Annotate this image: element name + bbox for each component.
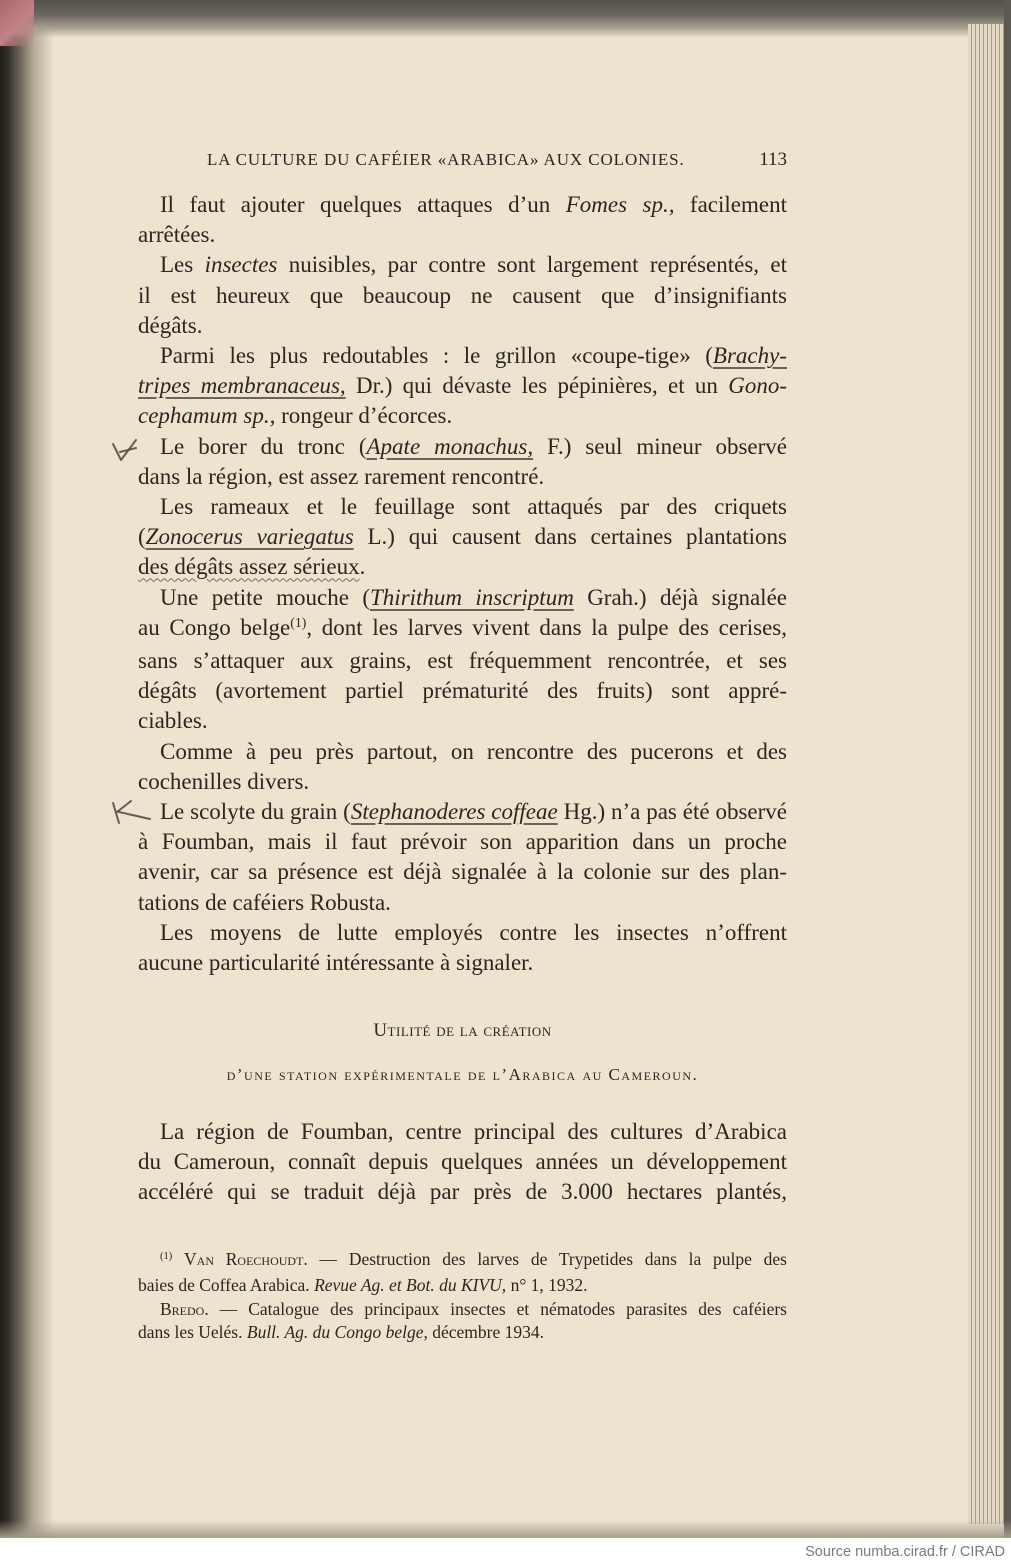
text-line [138,552,787,582]
section-heading [138,1016,787,1089]
text-run: Il faut ajouter quelques attaques d’un [160,192,566,217]
italic-run: Bull. Ag. du Congo belge, [246,1321,428,1342]
text-run: décembre 1934. [427,1321,544,1342]
source-credit: Source numba.cirad.fr / CIRAD [805,1544,1005,1560]
text-run: baies de Coffea Arabica. [138,1275,315,1296]
text-line [138,948,787,978]
text-run: il est heureux que beaucoup ne causent que d’insignifiants [138,282,787,308]
text-run: Parmi les plus redoutables : le grillon «coupe-tige» ( [160,343,713,369]
text-run: Les moyens de lutte employés contre les insectes n’offrent [160,919,787,945]
text-run: Comme à peu près partout, on rencontre des pucerons et des [160,738,787,764]
page-bottom-edge [0,1520,1011,1538]
italic-run: Revue Ag. et Bot. du KIVU, [314,1275,507,1296]
paragraph [138,583,787,737]
author-name: Bredo. [160,1298,209,1319]
text-line [138,1298,787,1321]
text-run: cochenilles divers. [138,768,310,794]
pencil-underlined-run: Stephanoderes coffeae [350,799,558,825]
text-line [138,492,787,522]
italic-run: insectes [204,252,278,278]
text-line [138,522,787,552]
body-text-after-heading [138,1117,787,1208]
footnote-marker: (1) [290,615,307,631]
text-line [138,341,787,371]
author-name: Van Roechoudt. [184,1249,308,1269]
text-line [138,401,787,431]
text-line [138,676,787,706]
text-run: F.) seul mineur observé [533,433,787,459]
paragraph [138,432,787,492]
pencil-underlined-run: Thirithum inscriptum [370,584,574,610]
italic-run: cephamum sp., [138,403,276,429]
text-run: sans s’attaquer aux grains, est fréquemment rencontrée, et ses [138,648,787,674]
paragraph [138,250,787,341]
paragraph [138,1117,787,1208]
footnote-marker: (1) [160,1251,173,1263]
text-run: ciables. [138,708,208,734]
page-stack-edges [968,24,1004,1524]
pencil-underlined-run: Apate monachus, [366,433,534,459]
text-line [138,797,787,827]
paragraph [138,190,787,250]
text-line [138,918,787,948]
paragraph [138,1298,787,1345]
text-line [138,857,787,887]
pencil-underlined-run: des dégâts assez sérieux [138,554,360,580]
body-text [138,190,787,978]
text-run: Grah.) déjà signalée [573,584,787,610]
text-run: La région de Foumban, centre principal des cultures d’Arabica [160,1119,787,1144]
text-run: arrêtées. [138,222,216,248]
running-title: LA CULTURE DU CAFÉIER «ARABICA» AUX COLONIES. [207,150,685,169]
page-number: 113 [759,149,787,170]
cover-corner [0,0,34,46]
text-line [138,767,787,797]
text-line [138,827,787,857]
book-right-edge [1004,0,1011,1538]
text-line [138,371,787,401]
text-run: Le scolyte du grain ( [160,799,351,825]
text-run: du Cameroun, connaît depuis quelques années un développement [138,1149,787,1175]
text-line [138,1177,787,1207]
text-line [138,462,787,492]
paragraph [138,918,787,978]
pencil-check-mark [110,437,140,463]
text-line [138,737,787,767]
text-run: aucune particularité intéressante à signaler. [138,950,534,976]
text-run: à Foumban, mais il faut prévoir son apparition dans un proche [138,829,787,855]
text-run: , dont les larves vivent dans la pulpe des cerises, [306,614,788,640]
text-run: dégâts. [138,312,203,338]
text-run: — Destruction des larves de Trypetides dans la pulpe des [307,1249,787,1269]
pencil-underlined-run: Brachy- [712,343,787,369]
pencil-underlined-run: tripes membranaceus, [138,373,346,399]
text-run: n° 1, 1932. [506,1275,588,1296]
text-run: accéléré qui se traduit déjà par près de 3.000 hectares plantés, [138,1179,787,1205]
pencil-underlined-run: Zonocerus variegatus [145,524,354,550]
paragraph [138,797,787,918]
footnotes [138,1248,787,1344]
text-line [138,613,787,646]
text-line [138,1274,787,1297]
italic-run: Fomes sp., [565,192,675,217]
text-line [138,646,787,676]
text-run: Hg.) n’a pas été observé [557,799,787,825]
text-line [138,220,787,250]
text-line [138,1248,787,1274]
text-run [172,1249,184,1269]
text-run: tations de caféiers Robusta. [138,889,391,915]
book-top-edge [0,0,1011,38]
text-run: au Congo belge [138,614,291,640]
text-line [138,706,787,736]
text-run: Dr.) qui dévaste les pépinières, et un [345,373,729,399]
text-run: nuisibles, par contre sont largement représentés, et [277,252,787,278]
text-line [138,311,787,341]
text-run: Une petite mouche ( [160,584,371,610]
paragraph [138,341,787,432]
text-run: L.) qui causent dans certaines plantations [353,524,787,550]
text-run: Les [160,252,205,278]
paragraph [138,1248,787,1298]
section-heading-line-1: Utilité de la création [373,1020,552,1041]
text-line [138,190,787,220]
paragraph [138,492,787,583]
text-line [138,250,787,280]
text-run: — Catalogue des principaux insectes et nématodes parasites des caféiers [208,1298,787,1319]
text-run: ( [138,524,146,550]
text-line [138,1321,787,1344]
text-line [138,583,787,613]
text-run: dégâts (avortement partiel prématurité des fruits) sont appré- [138,678,787,704]
paragraph [138,737,787,797]
text-line [138,1117,787,1147]
running-head [207,150,787,170]
italic-run: Gono- [728,373,787,399]
book-gutter-shadow [0,0,54,1538]
text-line [138,1147,787,1177]
text-line [138,888,787,918]
pencil-margin-mark [108,798,154,826]
text-run: avenir, car sa présence est déjà signalée à la colonie sur des plan- [138,859,787,885]
text-run: Le borer du tronc ( [160,433,367,459]
text-line [138,432,787,462]
text-line [138,281,787,311]
text-run: . [359,554,366,580]
text-run: Les rameaux et le feuillage sont attaqués par des criquets [160,494,787,520]
section-heading-line-2: d’une station expérimentale de l’Arabica au Cameroun. [226,1065,699,1084]
text-run: rongeur d’écorces. [275,403,453,429]
text-run: dans les Uelés. [138,1321,247,1342]
text-run: facilement [674,192,787,217]
text-run: dans la région, est assez rarement rencontré. [138,463,545,489]
